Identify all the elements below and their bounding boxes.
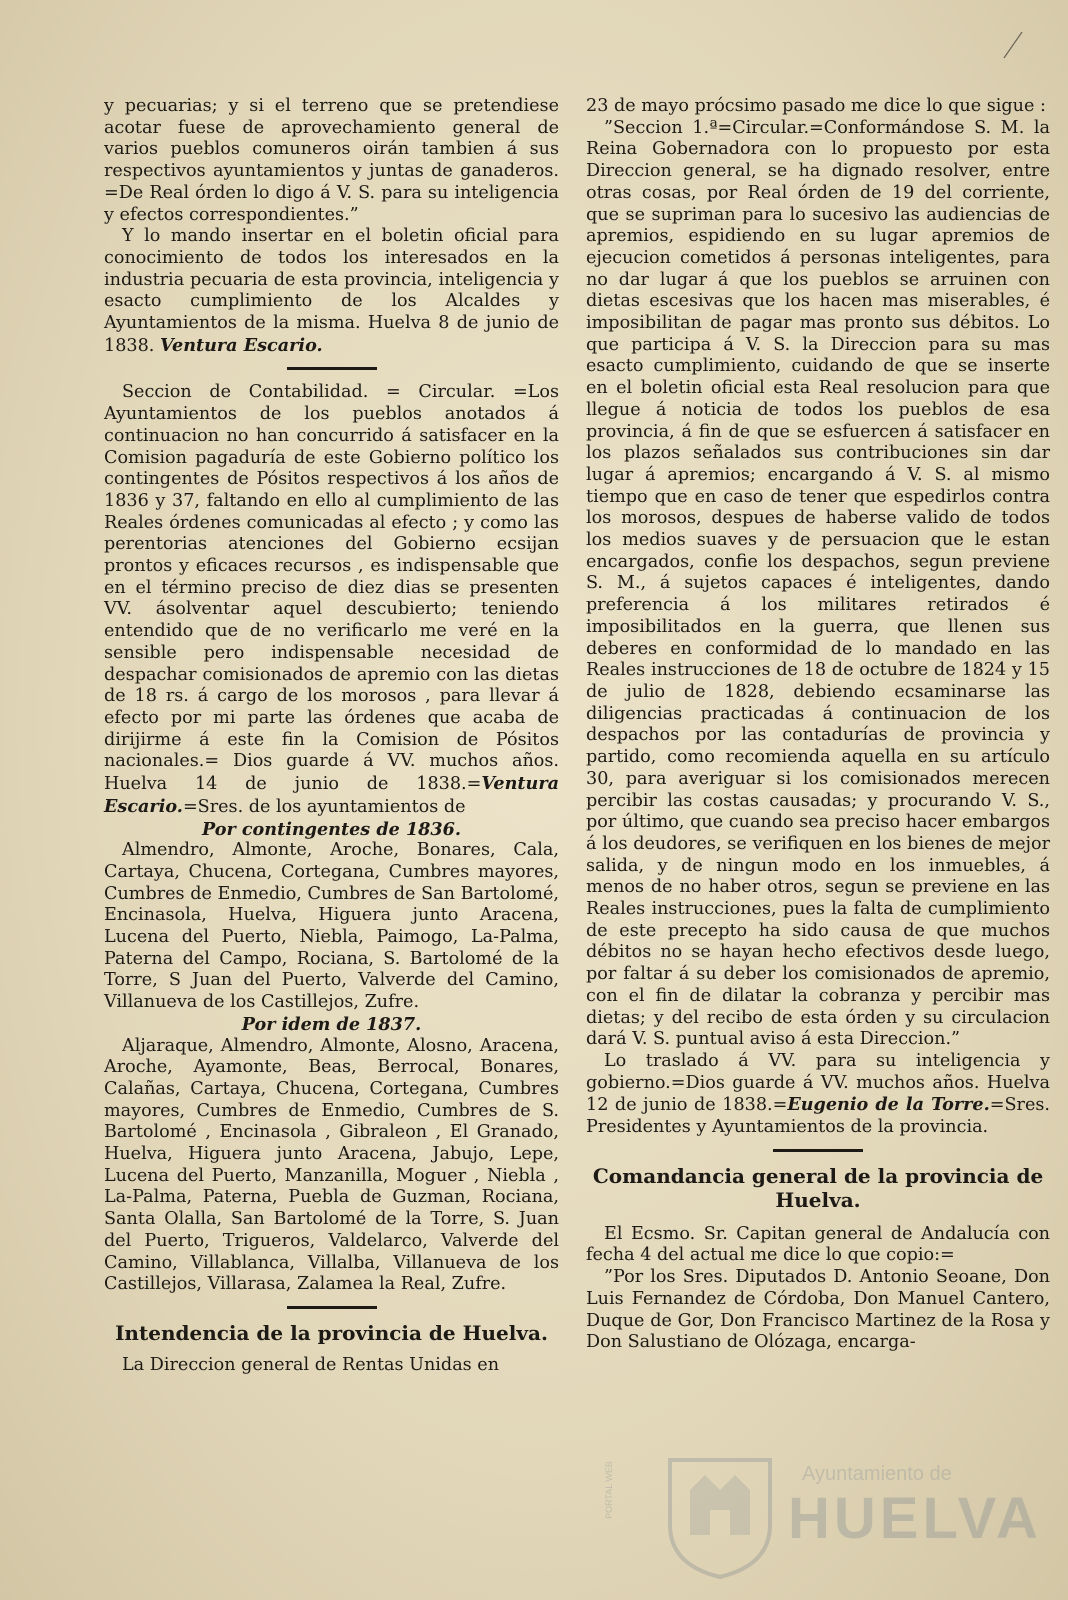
left-column <box>104 96 559 1377</box>
watermark-side-text: PORTAL WEB <box>603 1461 614 1519</box>
ayuntamiento-watermark <box>603 1455 1042 1585</box>
left-paragraph-1: y pecuarias; y si el terreno que se pretendiese acotar fuese de aprovechamiento general de varios pueblos comuneros oirán tambien á sus respectivos ayuntamientos y juntas de ganaderos. =De Real órden lo digo á V. S. para su inteligencia y efectos correspondientes.” <box>104 96 559 225</box>
left-paragraph-3 <box>104 382 559 818</box>
right-paragraph-3 <box>586 1051 1050 1139</box>
right-paragraph-3-text: Lo traslado á VV. para su inteligencia y gobierno.=Dios guarde á VV. muchos años. Huelva 12 de junio de 1838.= <box>586 1050 1050 1116</box>
right-column <box>586 96 1050 1354</box>
section-heading-comandancia: Comandancia general de la provincia de Huelva. <box>592 1163 1044 1212</box>
pen-mark <box>1000 30 1026 60</box>
section-divider <box>287 1306 377 1309</box>
left-paragraph-3-tail: =Sres. de los ayuntamientos de <box>182 796 466 817</box>
towns-list-1836: Almendro, Almonte, Aroche, Bonares, Cala, Cartaya, Chucena, Cortegana, Cumbres mayores, Cumbres de Enmedio, Cumbres de San Bartolomé, Encinasola, Huelva, Higuera junto Aracena, Lucena del Puerto, Niebla, Paimogo, La-Palma, Paterna del Campo, Rociana, S. Bartolomé de la Torre, S Juan del Puerto, Valverde del Camino, Villanueva de los Castillejos, Zufre. <box>104 840 559 1013</box>
right-paragraph-1: 23 de mayo prócsimo pasado me dice lo que sigue : <box>586 96 1046 116</box>
left-paragraph-2-text: Y lo mando insertar en el boletin oficial para conocimiento de todos los interesados en la industria pecuaria de esta provincia, inteligencia y esacto cumplimiento de los Alcaldes y Ayuntamientos de la misma. Huelva 8 de junio de 1838. <box>104 226 559 356</box>
left-paragraph-2 <box>104 226 559 357</box>
section-heading-intendencia: Intendencia de la provincia de Huelva. <box>115 1320 548 1345</box>
section-divider <box>287 367 377 370</box>
right-paragraph-5: ”Por los Sres. Diputados D. Antonio Seoane, Don Luis Fernandez de Córdoba, Don Manuel Cantero, Duque de Gor, Don Francisco Martinez de la Rosa y Don Salustiano de Olózaga, encarga- <box>586 1267 1050 1353</box>
subheading-1837: Por idem de 1837. <box>241 1013 422 1035</box>
right-paragraph-2: ”Seccion 1.ª=Circular.=Conformándose S. M. la Reina Gobernadora con lo propuesto por esta Direccion general, se ha dignado resolver, entre otras cosas, por Real órden de 19 del corriente, que se supriman para lo sucesivo las audiencias de apremios, espidiendo en su lugar apremios de ejecucion cometidos á personas inteligentes, para no dar lugar á que los pueblos se arruinen con dietas escesivas que los hacen mas miserables, é imposibilitan de pagar mas pronto sus débitos. Lo que participa á V. S. la Direccion para su mas esacto cumplimiento, cuidando de que se inserte en el boletin oficial esta Real resolucion para que llegue á noticia de todos los pueblos de esa provincia, á fin de que se esfuercen á satisfacer en los plazos señalados sus contribuciones sin dar lugar á apremios; encargando á V. S. al mismo tiempo que en caso de tener que espedirlos contra los morosos, despues de haberse valido de todos los medios suaves y de persuacion que le estan encargados, confie los despachos, segun previene S. M., á sujetos capaces é inteligentes, dando preferencia á los militares retirados é imposibilitados en la guerra, que llenen sus deberes en conformidad de lo mandado en las Reales instrucciones de 18 de octubre de 1824 y 15 de julio de 1828, debiendo ecsaminarse las diligencias practicadas á continuacion de los despachos por las contadurías de provincia y partido, como recomienda aquella en su artículo 30, para averiguar si los comisionados merecen percibir las costas causadas; y procurando V. S., por último, que cuando sea preciso hacer embargos á los deudores, se verifiquen en los bienes de mejor salida, y de ningun modo en los inmuebles, á menos de no haber otros, segun se previene en las Reales instrucciones, pues la falta de cumplimiento de este precepto ha sido causa de que muchos débitos no se hayan hecho efectivos desde luego, por faltar á su deber los comisionados de apremio, con el fin de dilatar la cobranza y percibir mas dietas; y del recibo de esta órden y su circulacion dará V. S. puntual aviso á esta Direccion.” <box>586 117 1050 1050</box>
right-paragraph-4: El Ecsmo. Sr. Capitan general de Andalucía con fecha 4 del actual me dice lo que copio:= <box>586 1223 1050 1266</box>
left-paragraph-2-signature: Ventura Escario. <box>159 334 323 356</box>
section-divider <box>773 1149 863 1152</box>
towns-list-1837: Aljaraque, Almendro, Almonte, Alosno, Aracena, Aroche, Ayamonte, Beas, Berrocal, Bonares, Calañas, Cartaya, Chucena, Cortegana, Cumbres mayores, Cumbres de Enmedio, Cumbres de S. Bartolomé , Encinasola , Gibraleon , El Granado, Huelva, Higuera junto Aracena, Jabujo, Lepe, Lucena del Puerto, Manzanilla, Moguer , Niebla , La-Palma, Paterna, Puebla de Guzman, Rociana, Santa Olalla, San Bartolomé de la Torre, S. Juan del Puerto, Trigueros, Valdelarco, Valverde del Camino, Villablanca, Villalba, Villanueva de los Castillejos, Villarasa, Zalamea la Real, Zufre. <box>104 1035 559 1295</box>
subheading-1836: Por contingentes de 1836. <box>201 818 462 840</box>
right-paragraph-3-tail: =Sres. Presidentes y Ayuntamientos de la provincia. <box>586 1095 1050 1138</box>
right-paragraph-3-signature: Eugenio de la Torre. <box>787 1094 990 1116</box>
left-paragraph-3-signature: Ventura Escario. <box>104 773 559 817</box>
left-paragraph-4: La Direccion general de Rentas Unidas en <box>122 1354 500 1375</box>
left-paragraph-3-text: Seccion de Contabilidad. = Circular. =Los Ayuntamientos de los pueblos anotados á continuacion no han concurrido á satisfacer en la Comision pagaduría de este Gobierno político los contingentes de Pósitos respectivos á los años de 1836 y 37, faltando en ello al cumplimiento de las Reales órdenes comunicadas al efecto ; y como las perentorias atenciones del Gobierno ecsijan prontos y eficaces recursos , es indispensable que en el término preciso de diez dias se presenten VV. ásolventar aquel descubierto; teniendo entendido que de no verificarlo me veré en la sensible pero indispensable necesidad de despachar comisionados de apremio con las dietas de 18 rs. á cargo de los morosos , para llevar á efecto por mi parte las órdenes que acaba de dirijirme á este fin la Comision de Pósitos nacionales.= Dios guarde á VV. muchos años. Huelva 14 de junio de 1838.= <box>104 382 559 795</box>
city-shield-icon <box>660 1455 780 1580</box>
watermark-title: HUELVA <box>788 1486 1042 1551</box>
watermark-subtitle: Ayuntamiento de <box>802 1463 952 1485</box>
